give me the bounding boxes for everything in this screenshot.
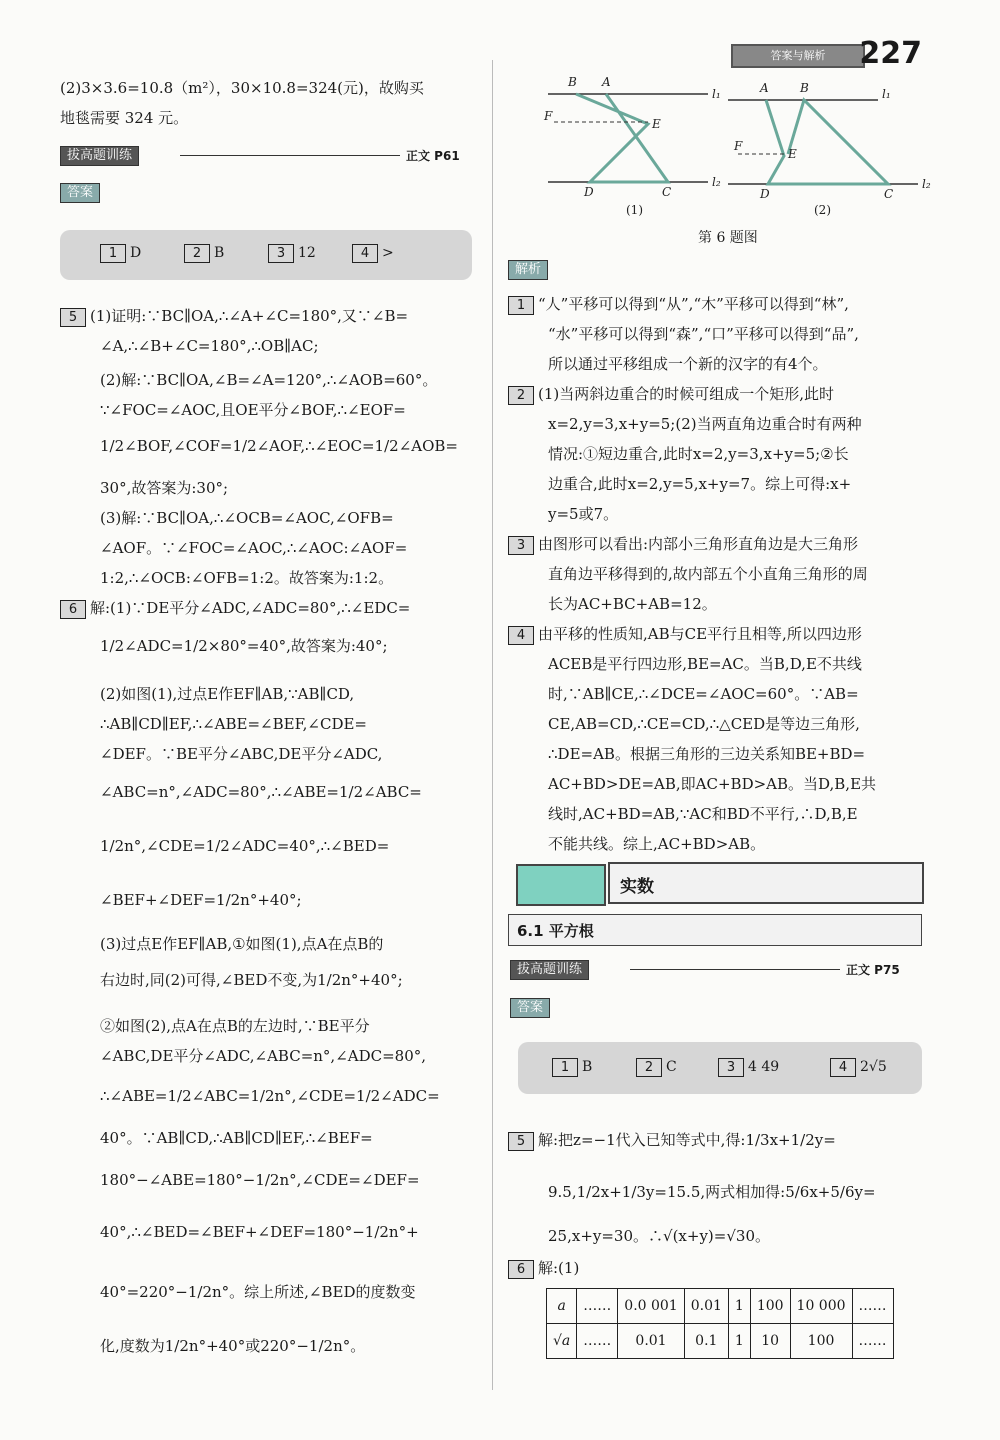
a2-line: 2 (1)当两斜边重合的时候可组成一个矩形,此时 [508, 384, 834, 405]
table-cell: 0.1 [684, 1324, 728, 1359]
green-path-fig2 [766, 100, 888, 184]
table-cell: 10 000 [790, 1289, 852, 1324]
a4-line: 不能共线。综上,AC+BD>AB。 [548, 835, 766, 853]
answer-tag: 答案 [510, 998, 550, 1018]
q6-line: ②如图(2),点A在点B的左边时,∵BE平分 [100, 1017, 370, 1035]
table-row [547, 1289, 894, 1324]
table-cell: 0.01 [618, 1324, 684, 1359]
section-tag: 拔高题训练 [60, 146, 139, 166]
q6-line: ∠DEF。∵BE平分∠ABC,DE平分∠ADC, [100, 745, 383, 763]
answer-item: 2 B [184, 244, 224, 263]
q6-line: 6 解:(1) [508, 1258, 579, 1279]
fig-label: B [568, 75, 577, 89]
fig-caption: 第 6 题图 [698, 230, 758, 246]
q6-line: ∴AB∥CD∥EF,∴∠ABE=∠BEF,∠CDE= [100, 715, 368, 733]
section-arrow [180, 155, 400, 156]
q6-line: ∠ABC,DE平分∠ADC,∠ABC=n°,∠ADC=80°, [100, 1047, 427, 1065]
a2-line: 边重合,此时x=2,y=5,x+y=7。综上可得:x+ [548, 475, 852, 493]
table-cell: …… [577, 1324, 618, 1359]
a4-line: ∴DE=AB。根据三角形的三边关系知BE+BD= [548, 745, 866, 763]
a3-line: 直角边平移得到的,故内部五个小直角三角形的周 [548, 565, 868, 583]
table-cell: 100 [790, 1324, 852, 1359]
q5-line: ∵∠FOC=∠AOC,且OE平分∠BOF,∴∠EOF= [100, 401, 406, 419]
table-cell: 0.0 001 [618, 1289, 684, 1324]
fig-label: B [800, 81, 809, 95]
fig-label: D [584, 185, 594, 199]
table-cell: 10 [750, 1324, 790, 1359]
q6-line: 右边时,同(2)可得,∠BED不变,为1/2n°+40°; [100, 971, 403, 989]
answer-tag: 答案 [60, 183, 100, 203]
table-cell: …… [577, 1289, 618, 1324]
chapter-badge [516, 864, 606, 906]
q5-line: 5 (1)证明:∵BC∥OA,∴∠A+∠C=180°,又∵∠B= [60, 306, 408, 327]
fig-label: C [662, 185, 672, 199]
intro-line-2: 地毯需要 324 元。 [60, 109, 189, 127]
table-cell: 1 [728, 1289, 750, 1324]
fig-label: l₂ [922, 177, 931, 191]
q5-line: (2)解:∵BC∥OA,∠B=∠A=120°,∴∠AOB=60°。 [100, 371, 438, 389]
table-cell: …… [852, 1289, 893, 1324]
table-cell: √a [547, 1324, 577, 1359]
fig-label: l₁ [712, 87, 721, 101]
q5-line: 1:2,∴∠OCB:∠OFB=1:2。故答案为:1:2。 [100, 569, 394, 587]
q6-line: 40°,∴∠BED=∠BEF+∠DEF=180°−1/2n°+ [100, 1223, 419, 1241]
section-arrow [630, 969, 840, 970]
q6-line: 1/2n°,∠CDE=1/2∠ADC=40°,∴∠BED= [100, 837, 390, 855]
a1-line: 所以通过平移组成一个新的汉字的有4个。 [548, 355, 828, 373]
q5-line: 25,x+y=30。∴√(x+y)=√30。 [548, 1227, 770, 1245]
answer-item: 3 12 [268, 244, 316, 263]
a4-line: CE,AB=CD,∴CE=CD,∴△CED是等边三角形, [548, 715, 860, 733]
q5-line: 9.5,1/2x+1/3y=15.5,两式相加得:5/6x+5/6y= [548, 1183, 876, 1201]
fig-label: (1) [626, 203, 643, 217]
section-tag: 拔高题训练 [510, 960, 589, 980]
fig-label: E [788, 147, 797, 161]
a2-line: x=2,y=3,x+y=5;(2)当两直角边重合时有两种 [548, 415, 862, 433]
fig-label: F [544, 109, 553, 123]
fig-label: A [602, 75, 611, 89]
q6-line: (3)过点E作EF∥AB,①如图(1),点A在点B的 [100, 935, 384, 953]
analysis-tag: 解析 [508, 260, 548, 280]
q5-line: 5 解:把z=−1代入已知等式中,得:1/3x+1/2y= [508, 1130, 836, 1151]
q6-line: (2)如图(1),过点E作EF∥AB,∵AB∥CD, [100, 685, 355, 703]
green-path-fig1 [576, 94, 668, 182]
chapter-title-box [608, 862, 924, 904]
q5-line: 1/2∠BOF,∠COF=1/2∠AOF,∴∠EOC=1/2∠AOB= [100, 437, 458, 455]
a1-line: “水”平移可以得到“森”,“口”平移可以得到“品”, [548, 325, 859, 343]
a1-line: 1 “人”平移可以得到“从”,“木”平移可以得到“林”, [508, 294, 849, 315]
fig-label: l₁ [882, 87, 891, 101]
sqrt-table [546, 1288, 894, 1359]
answer-item: 4 > [352, 244, 394, 263]
figure-6 [538, 70, 931, 220]
answer-item: 3 4 49 [718, 1058, 779, 1077]
page-number: 227 [859, 36, 922, 71]
a4-line: 4 由平移的性质知,AB与CE平行且相等,所以四边形 [508, 624, 862, 645]
fig-label: C [884, 187, 894, 201]
table-row [547, 1324, 894, 1359]
fig-label: (2) [814, 203, 831, 217]
q5-line: ∠AOF。∵∠FOC=∠AOC,∴∠AOC:∠AOF= [100, 539, 408, 557]
q6-line: 40°=220°−1/2n°。综上所述,∠BED的度数变 [100, 1283, 416, 1301]
table-cell: 100 [750, 1289, 790, 1324]
table-cell: …… [852, 1324, 893, 1359]
section-ref: 正文 P75 [846, 963, 900, 977]
answer-item: 1 B [552, 1058, 592, 1077]
answer-item: 2 C [636, 1058, 677, 1077]
a2-line: 情况:①短边重合,此时x=2,y=3,x+y=5;②长 [548, 445, 849, 463]
a4-line: ACEB是平行四边形,BE=AC。当B,D,E不共线 [548, 655, 862, 673]
subsection-title: 6.1 平方根 [517, 922, 594, 940]
header-banner: 答案与解析 [731, 44, 865, 68]
q6-line: 1/2∠ADC=1/2×80°=40°,故答案为:40°; [100, 637, 388, 655]
q6-line: 6 解:(1)∵DE平分∠ADC,∠ADC=80°,∴∠EDC= [60, 598, 410, 619]
table-cell: a [547, 1289, 577, 1324]
section-ref: 正文 P61 [406, 149, 460, 163]
q6-line: 化,度数为1/2n°+40°或220°−1/2n°。 [100, 1337, 366, 1355]
column-divider [492, 60, 493, 1390]
a4-line: 线时,AC+BD=AB,∵AC和BD不平行,∴D,B,E [548, 805, 858, 823]
fig-label: A [760, 81, 769, 95]
intro-line-1: (2)3×3.6=10.8（m²），30×10.8=324(元)，故购买 [60, 79, 424, 97]
subsection-box [508, 914, 922, 946]
a4-line: 时,∵AB∥CE,∴∠DCE=∠AOC=60°。∵AB= [548, 685, 859, 703]
q6-line: ∠ABC=n°,∠ADC=80°,∴∠ABE=1/2∠ABC= [100, 783, 422, 801]
q6-line: 180°−∠ABE=180°−1/2n°,∠CDE=∠DEF= [100, 1171, 420, 1189]
table-cell: 0.01 [684, 1289, 728, 1324]
chapter-title: 实数 [620, 877, 654, 897]
q5-line: (3)解:∵BC∥OA,∴∠OCB=∠AOC,∠OFB= [100, 509, 394, 527]
fig-label: D [760, 187, 770, 201]
answer-item: 4 2√5 [830, 1058, 887, 1077]
q6-line: 40°。∵AB∥CD,∴AB∥CD∥EF,∴∠BEF= [100, 1129, 373, 1147]
q5-line: 30°,故答案为:30°; [100, 479, 229, 497]
fig-label: E [652, 117, 661, 131]
a2-line: y=5或7。 [548, 505, 619, 523]
q6-line: ∠BEF+∠DEF=1/2n°+40°; [100, 891, 302, 909]
a4-line: AC+BD>DE=AB,即AC+BD>AB。当D,B,E共 [548, 775, 877, 793]
a3-line: 长为AC+BC+AB=12。 [548, 595, 717, 613]
fig-label: l₂ [712, 175, 721, 189]
a3-line: 3 由图形可以看出:内部小三角形直角边是大三角形 [508, 534, 858, 555]
table-cell: 1 [728, 1324, 750, 1359]
answer-item: 1 D [100, 244, 141, 263]
fig-label: F [734, 139, 743, 153]
q5-line: ∠A,∴∠B+∠C=180°,∴OB∥AC; [100, 337, 319, 355]
q6-line: ∴∠ABE=1/2∠ABC=1/2n°,∠CDE=1/2∠ADC= [100, 1087, 440, 1105]
